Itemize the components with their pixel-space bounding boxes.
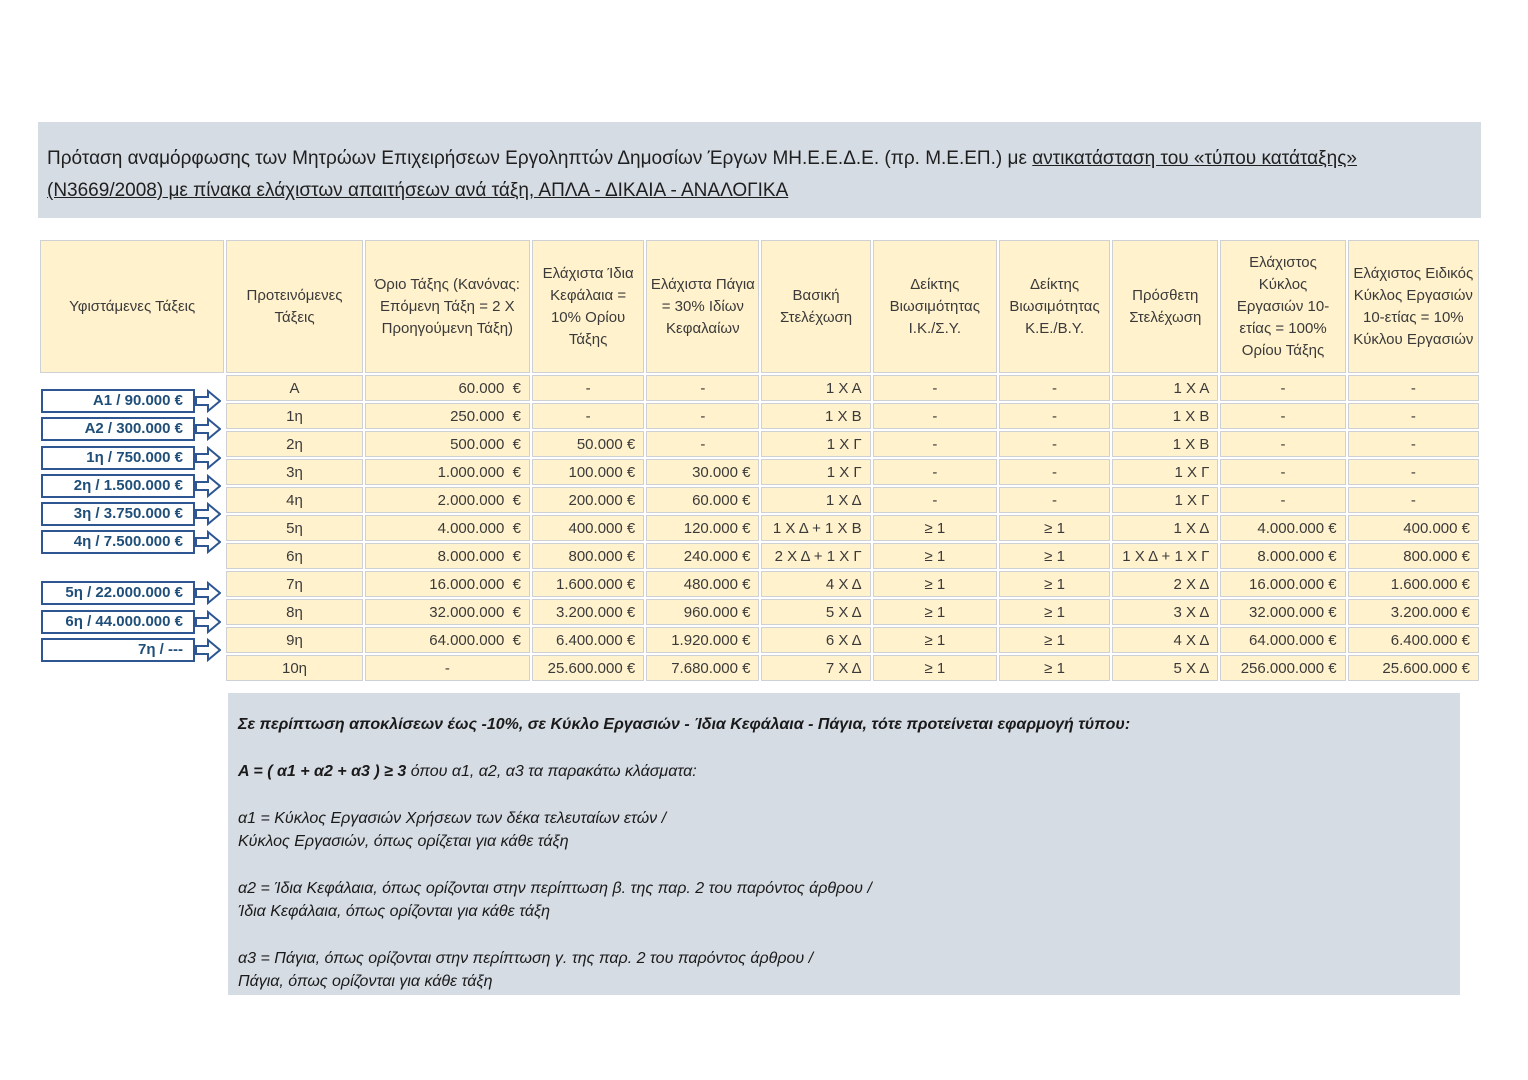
column-header-4: Ελάχιστα Πάγια = 30% Ιδίων Κεφαλαίων [646, 240, 759, 373]
value-cell: 2 Χ Δ + 1 Χ Γ [761, 543, 870, 569]
value-cell: 256.000.000 € [1220, 655, 1345, 681]
arrow-right-icon [195, 581, 221, 605]
fraction-a2 [238, 877, 1430, 923]
value-cell: ≥ 1 [873, 627, 997, 653]
value-cell: 1 Χ Β [1112, 403, 1218, 429]
value-cell: ≥ 1 [999, 543, 1110, 569]
notes-intro: Σε περίπτωση αποκλίσεων έως -10%, σε Κύκλο Εργασιών - Ίδια Κεφάλαια - Πάγια, τότε προτείνεται εφαρμογή τύπου: [238, 716, 1131, 733]
fraction-denominator: Πάγια, όπως ορίζονται για κάθε τάξη [238, 973, 493, 990]
value-cell: - [1220, 459, 1345, 485]
arrow-right-icon [195, 389, 221, 413]
table-row [40, 431, 1479, 457]
value-cell: 1 Χ Δ [761, 487, 870, 513]
value-cell: 6.400.000 € [1348, 627, 1479, 653]
value-cell: 5 Χ Δ [761, 599, 870, 625]
column-header-6: Δείκτης Βιωσιμότητας Ι.Κ./Σ.Υ. [873, 240, 997, 373]
value-cell: 120.000 € [646, 515, 759, 541]
value-cell: 5 Χ Δ [1112, 655, 1218, 681]
existing-class-label: 6η / 44.000.000 € [41, 610, 195, 634]
table-body [40, 375, 1479, 681]
table-row [40, 459, 1479, 485]
existing-class-label: Α2 / 300.000 € [41, 417, 195, 441]
document-title-line-2 [47, 175, 1471, 207]
value-cell: - [1348, 459, 1479, 485]
value-cell: ≥ 1 [999, 599, 1110, 625]
existing-class-label: 1η / 750.000 € [41, 446, 195, 470]
value-cell: - [1348, 403, 1479, 429]
value-cell: 16.000.000 € [1220, 571, 1345, 597]
fraction-a3 [238, 947, 1430, 993]
existing-class-label: 2η / 1.500.000 € [41, 474, 195, 498]
value-cell: 7 Χ Δ [761, 655, 870, 681]
existing-class-label: 4η / 7.500.000 € [41, 530, 195, 554]
proposed-class-cell: 7η [226, 571, 362, 597]
table-row [40, 571, 1479, 597]
value-cell: 16.000.000 € [365, 571, 530, 597]
value-cell: - [873, 431, 997, 457]
table-row [40, 543, 1479, 569]
value-cell: 4 Χ Δ [1112, 627, 1218, 653]
value-cell: - [873, 487, 997, 513]
value-cell: 32.000.000 € [1220, 599, 1345, 625]
column-header-9: Ελάχιστος Κύκλος Εργασιών 10-ετίας = 100% Ορίου Τάξης [1220, 240, 1345, 373]
value-cell: ≥ 1 [999, 627, 1110, 653]
fraction-numerator: α2 = Ίδια Κεφάλαια, όπως ορίζονται στην περίπτωση β. της παρ. 2 του παρόντος άρθρου / [238, 880, 872, 897]
value-cell: 1 Χ Γ [761, 431, 870, 457]
existing-class-callout [41, 502, 221, 526]
value-cell: 400.000 € [1348, 515, 1479, 541]
value-cell: - [873, 375, 997, 401]
value-cell: 25.600.000 € [532, 655, 644, 681]
value-cell: 4.000.000 € [1220, 515, 1345, 541]
value-cell: 1.920.000 € [646, 627, 759, 653]
value-cell: - [873, 459, 997, 485]
existing-class-callout [41, 474, 221, 498]
proposed-class-cell: 6η [226, 543, 362, 569]
existing-class-callout [41, 389, 221, 413]
column-header-7: Δείκτης Βιωσιμότητας Κ.Ε./Β.Υ. [999, 240, 1110, 373]
proposed-class-cell: Α [226, 375, 362, 401]
value-cell: 1 Χ Β [1112, 431, 1218, 457]
table-row [40, 599, 1479, 625]
value-cell: 1.600.000 € [1348, 571, 1479, 597]
existing-class-callout [41, 446, 221, 470]
value-cell: - [1220, 375, 1345, 401]
value-cell: 1 Χ Δ [1112, 515, 1218, 541]
value-cell: 1 Χ Α [761, 375, 870, 401]
existing-class-label: 3η / 3.750.000 € [41, 502, 195, 526]
fraction-denominator: Ίδια Κεφάλαια, όπως ορίζονται για κάθε τάξη [238, 903, 550, 920]
value-cell: 1 Χ Δ + 1 Χ Γ [1112, 543, 1218, 569]
value-cell: 1 Χ Γ [1112, 459, 1218, 485]
table-row [40, 515, 1479, 541]
title-block [38, 122, 1481, 218]
value-cell: 960.000 € [646, 599, 759, 625]
table-row [40, 655, 1479, 681]
value-cell: 3.200.000 € [532, 599, 644, 625]
proposed-class-cell: 4η [226, 487, 362, 513]
fraction-numerator: α3 = Πάγια, όπως ορίζονται στην περίπτωση γ. της παρ. 2 του παρόντος άρθρου / [238, 950, 814, 967]
existing-class-callout [41, 638, 221, 662]
value-cell: ≥ 1 [999, 655, 1110, 681]
value-cell: - [646, 403, 759, 429]
value-cell: 1 Χ Γ [1112, 487, 1218, 513]
arrow-right-icon [195, 610, 221, 634]
value-cell: - [873, 403, 997, 429]
table-row [40, 487, 1479, 513]
value-cell: - [999, 431, 1110, 457]
requirements-table [38, 238, 1481, 683]
value-cell: 1 Χ Γ [761, 459, 870, 485]
column-header-5: Βασική Στελέχωση [761, 240, 870, 373]
value-cell: 1.000.000 € [365, 459, 530, 485]
value-cell: 240.000 € [646, 543, 759, 569]
value-cell: 2 Χ Δ [1112, 571, 1218, 597]
existing-class-callout [41, 581, 221, 605]
value-cell: 1 Χ Β [761, 403, 870, 429]
value-cell: 2.000.000 € [365, 487, 530, 513]
column-header-10: Ελάχιστος Ειδικός Κύκλος Εργασιών 10-ετίας = 10% Κύκλου Εργασιών [1348, 240, 1479, 373]
value-cell: ≥ 1 [873, 515, 997, 541]
table-row [40, 403, 1479, 429]
arrow-right-icon [195, 502, 221, 526]
value-cell: - [532, 375, 644, 401]
existing-class-callout [41, 417, 221, 441]
value-cell: 800.000 € [1348, 543, 1479, 569]
value-cell: - [1348, 431, 1479, 457]
column-header-8: Πρόσθετη Στελέχωση [1112, 240, 1218, 373]
value-cell: ≥ 1 [873, 599, 997, 625]
value-cell: ≥ 1 [873, 571, 997, 597]
proposed-class-cell: 10η [226, 655, 362, 681]
value-cell: 30.000 € [646, 459, 759, 485]
proposed-class-cell: 5η [226, 515, 362, 541]
value-cell: 500.000 € [365, 431, 530, 457]
value-cell: 50.000 € [532, 431, 644, 457]
existing-class-label: 7η / --- [41, 638, 195, 662]
fraction-numerator: α1 = Κύκλος Εργασιών Χρήσεων των δέκα τελευταίων ετών / [238, 810, 667, 827]
fraction-a1 [238, 807, 1430, 853]
value-cell: 8.000.000 € [365, 543, 530, 569]
value-cell: - [1220, 431, 1345, 457]
value-cell: - [999, 375, 1110, 401]
value-cell: - [1348, 375, 1479, 401]
value-cell: ≥ 1 [873, 655, 997, 681]
formula-expression: Α = ( α1 + α2 + α3 ) ≥ 3 [238, 763, 407, 780]
table-header-row [40, 240, 1479, 373]
value-cell: - [1220, 403, 1345, 429]
fraction-denominator: Κύκλος Εργασιών, όπως ορίζεται για κάθε τάξη [238, 833, 569, 850]
value-cell: 3 Χ Δ [1112, 599, 1218, 625]
value-cell: - [646, 431, 759, 457]
formula-description: όπου α1, α2, α3 τα παρακάτω κλάσματα: [406, 763, 697, 780]
notes-formula [238, 760, 1430, 783]
arrow-right-icon [195, 417, 221, 441]
existing-class-callout [41, 610, 221, 634]
value-cell: - [999, 487, 1110, 513]
value-cell: 1.600.000 € [532, 571, 644, 597]
value-cell: 1 Χ Δ + 1 Χ Β [761, 515, 870, 541]
document-title-line-1 [47, 143, 1471, 175]
existing-class-label: 5η / 22.000.000 € [41, 581, 195, 605]
arrow-right-icon [195, 530, 221, 554]
proposed-class-cell: 8η [226, 599, 362, 625]
value-cell: 32.000.000 € [365, 599, 530, 625]
value-cell: 4 Χ Δ [761, 571, 870, 597]
value-cell: 60.000 € [646, 487, 759, 513]
column-header-2: Όριο Τάξης (Κανόνας: Επόμενη Τάξη = 2 Χ Προηγούμενη Τάξη) [365, 240, 530, 373]
existing-class-callout [41, 530, 221, 554]
proposed-class-cell: 3η [226, 459, 362, 485]
value-cell: 1 Χ Α [1112, 375, 1218, 401]
existing-class-label: Α1 / 90.000 € [41, 389, 195, 413]
value-cell: - [999, 403, 1110, 429]
value-cell: ≥ 1 [873, 543, 997, 569]
value-cell: 25.600.000 € [1348, 655, 1479, 681]
value-cell: - [999, 459, 1110, 485]
value-cell: 3.200.000 € [1348, 599, 1479, 625]
title-underlined-text: αντικατάσταση του «τύπου κατάταξης» [1032, 148, 1357, 169]
value-cell: - [646, 375, 759, 401]
value-cell: 100.000 € [532, 459, 644, 485]
column-header-0: Υφιστάμενες Τάξεις [40, 240, 224, 373]
table-row [40, 627, 1479, 653]
title-underlined-text: (Ν3669/2008) με πίνακα ελάχιστων απαιτήσεων ανά τάξη, ΑΠΛΑ - ΔΙΚΑΙΑ - ΑΝΑΛΟΓΙΚΑ [47, 180, 789, 201]
arrow-right-icon [195, 446, 221, 470]
value-cell: - [1348, 487, 1479, 513]
value-cell: 200.000 € [532, 487, 644, 513]
value-cell: ≥ 1 [999, 515, 1110, 541]
value-cell: 4.000.000 € [365, 515, 530, 541]
column-header-3: Ελάχιστα Ίδια Κεφάλαια = 10% Ορίου Τάξης [532, 240, 644, 373]
notes-panel [228, 693, 1460, 995]
title-text: Πρόταση αναμόρφωσης των Μητρώων Επιχειρήσεων Εργοληπτών Δημοσίων Έργων ΜΗ.Ε.Ε.Δ.Ε. (πρ. Μ.Ε.ΕΠ.) με [47, 148, 1033, 169]
proposed-class-cell: 9η [226, 627, 362, 653]
value-cell: 480.000 € [646, 571, 759, 597]
value-cell: 400.000 € [532, 515, 644, 541]
value-cell: 8.000.000 € [1220, 543, 1345, 569]
value-cell: 64.000.000 € [365, 627, 530, 653]
value-cell: - [365, 655, 530, 681]
arrow-right-icon [195, 638, 221, 662]
value-cell: 64.000.000 € [1220, 627, 1345, 653]
value-cell: 250.000 € [365, 403, 530, 429]
value-cell: 60.000 € [365, 375, 530, 401]
proposed-class-cell: 2η [226, 431, 362, 457]
value-cell: ≥ 1 [999, 571, 1110, 597]
value-cell: 800.000 € [532, 543, 644, 569]
value-cell: 6.400.000 € [532, 627, 644, 653]
table-row [40, 375, 1479, 401]
column-header-1: Προτεινόμενες Τάξεις [226, 240, 362, 373]
value-cell: - [532, 403, 644, 429]
value-cell: 7.680.000 € [646, 655, 759, 681]
proposed-class-cell: 1η [226, 403, 362, 429]
value-cell: - [1220, 487, 1345, 513]
arrow-right-icon [195, 474, 221, 498]
value-cell: 6 Χ Δ [761, 627, 870, 653]
